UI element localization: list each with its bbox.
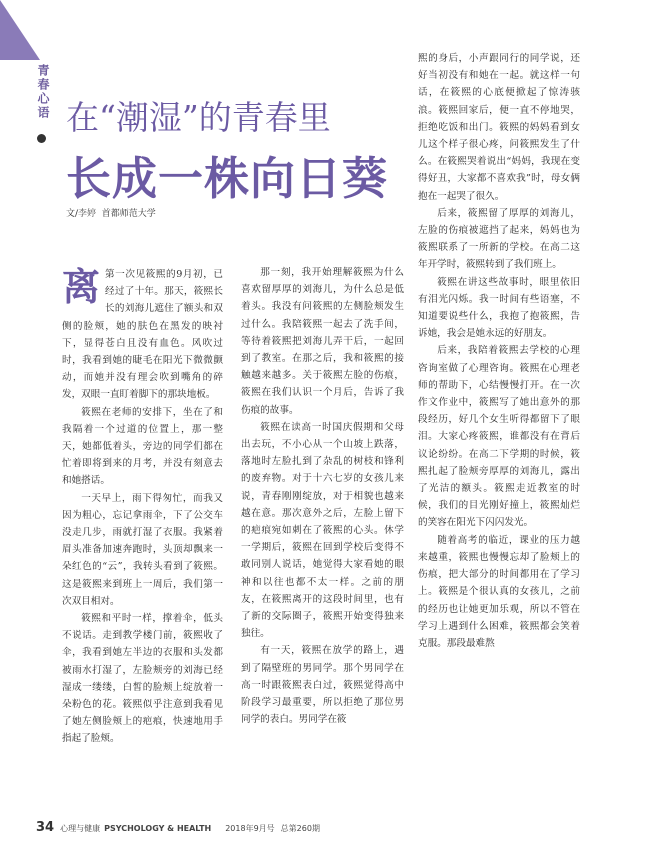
issue-total: 总第260期 [280, 824, 320, 833]
page-number: 34 [36, 820, 55, 835]
paragraph [62, 266, 223, 404]
issue-date: 2018年9月号 [225, 824, 275, 833]
title-line-1: 在“潮湿”的青春里 [66, 98, 331, 137]
paragraph: 随着高考的临近，课业的压力越来越重，筱熙也慢慢忘却了脸颊上的伤痕，把大部分的时间都用在了学习上。筱熙是个很认真的女孩儿，之前的经历也让她更加乐观，所以不管在学习上遇到什么困难，筱熙都会笑着克服。那段最难熬 [418, 534, 580, 649]
paragraph: 后来，我陪着筱熙去学校的心理咨询室做了心理咨询。筱熙在心理老师的帮助下，心结慢慢打开。在一次作文作业中，筱熙写了她出意外的那段经历，好几个女生听得都留下了眼泪。大家心疼筱熙，谁都没有在背后议论纷纷。在高二下学期的时候，筱熙扎起了脸颊旁厚厚的刘海儿，露出了光洁的额头。筱熙走近教室的时候，我们的目光刚好撞上，筱熙灿烂的笑容在阳光下闪闪发光。 [418, 345, 580, 529]
page-footer [36, 820, 320, 835]
magazine-name-en: PSYCHOLOGY & HEALTH [104, 824, 212, 833]
paragraph: 后来，筱熙留了厚厚的刘海儿，左脸的伤痕被遮挡了起来，妈妈也为筱熙联系了一所新的学校。在高二这年开学时，筱熙转到了我们班上。 [418, 207, 580, 271]
paragraph: 筱熙在讲这些故事时，眼里依旧有泪光闪烁。我一时间有些语塞，不知道要说些什么，我抱了抱筱熙，告诉她，我会是她永远的好朋友。 [418, 276, 580, 340]
column-3 [418, 50, 580, 652]
paragraph: 筱熙在老师的安排下，坐在了和我隔着一个过道的位置上，那一整天，她都低着头，旁边的同学们都在忙着即将到来的月考，并没有刻意去和她搭话。 [62, 406, 223, 487]
paragraph: 一天早上，雨下得匆忙，而我又因为粗心，忘记拿雨伞，下了公交车没走几步，雨就打湿了衣服。我紧着眉头准备加速奔跑时，头顶却飘来一朵红色的“云”，我转头看到了筱熙。这是筱熙来到班上一周后，我们第一次双目相对。 [62, 492, 223, 607]
column-2 [241, 264, 404, 728]
author-name: 李婷 [78, 209, 97, 219]
section-bullet-icon [37, 134, 46, 143]
corner-decoration [0, 0, 40, 60]
byline-prefix: 文/ [66, 209, 79, 219]
paragraph: 有一天，筱熙在放学的路上，遇到了隔壁班的男同学。那个男同学在高一时跟筱熙表白过，筱熙觉得高中阶段学习最重要，所以拒绝了那位男同学的表白。男同学在筱 [241, 645, 404, 726]
paragraph-text: 第一次见筱熙的9月初，已经过了十年。那天，筱熙长长的刘海儿遮住了额头和双侧的脸颊，她的肤色在黑发的映衬下，显得苍白且没有血色。风吹过时，我看到她的睫毛在阳光下微微颤动，而她并没有理会吹到嘴角的碎发，双眼一直盯着脚下的那块地板。 [62, 269, 223, 401]
magazine-name: 心理与健康 [60, 824, 101, 833]
drop-cap: 离 [62, 264, 101, 309]
author-affiliation: 首都师范大学 [101, 209, 156, 219]
paragraph: 那一刻，我开始理解筱熙为什么喜欢留厚厚的刘海儿，为什么总是低着头。我没有问筱熙的左侧脸颊发生过什么。我陪筱熙一起去了洗手间，等待着筱熙把刘海儿弄干后，一起回到了教室。在那之后，我和筱熙的接触越来越多。关于筱熙左脸的伤痕，筱熙在我们认识一个月后，告诉了我伤痕的故事。 [241, 267, 404, 416]
byline [66, 206, 156, 219]
paragraph: 筱熙在读高一时国庆假期和父母出去玩，不小心从一个山坡上跌落，落地时左脸扎到了杂乱的树枝和锋利的废弃物。对于十六七岁的女孩儿来说，青春刚刚绽放，对于相貌也越来越在意。那次意外之后，左脸上留下的疤痕宛如刺在了筱熙的心头。休学一学期后，筱熙在回到学校后变得不敢同别人说话，她觉得大家看她的眼神和以往也都不太一样。之前的朋友，在筱熙离开的这段时间里，也有了新的交际圈子，筱熙开始变得独来独往。 [241, 421, 404, 640]
title-line-2: 长成一株向日葵 [66, 152, 389, 205]
paragraph: 熙的身后，小声跟同行的同学说，还好当初没有和她在一起。就这样一句话，在筱熙的心底便掀起了惊涛骇浪。筱熙回家后，便一直不停地哭，拒绝吃饭和出门。筱熙的妈妈看到女儿这个样子很心疼，问筱熙发生了什么。在筱熙哭着说出“妈妈，我现在变得好丑，大家都不喜欢我”时，母女俩抱在一起哭了很久。 [418, 53, 580, 202]
column-1 [62, 266, 223, 748]
paragraph: 筱熙和平时一样，撑着伞，低头不说话。走到教学楼门前，筱熙收了伞，我看到她左半边的衣服和头发都被雨水打湿了，左脸颊旁的刘海已经湿成一缕缕，白皙的脸颊上绽放着一朵粉色的花。筱熙似乎注意到我看见了她左侧脸颊上的疤痕，快速地用手指起了脸颊。 [62, 613, 223, 745]
section-label: 青春心语 [36, 64, 50, 120]
